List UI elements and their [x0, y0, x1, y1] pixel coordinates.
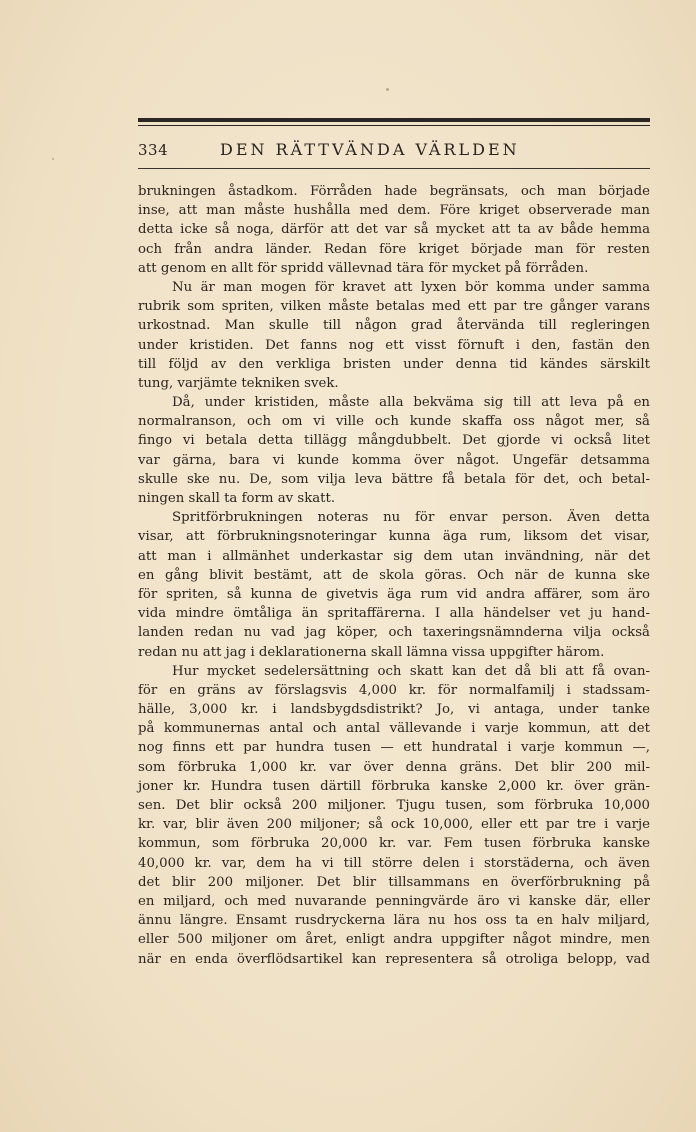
paper-speck — [386, 88, 389, 91]
text-line: ningen skall ta form av skatt. — [138, 491, 336, 506]
text-line: till följd av den verkliga bristen under denna tid kändes särskilt — [138, 356, 650, 372]
text-line: Hur mycket sedelersättning och skatt kan det då bli att få ovan- — [172, 663, 650, 679]
text-line: tung, varjämte tekniken svek. — [138, 375, 339, 391]
text-line: brukningen åstadkom. Förråden hade begränsats, och man började — [138, 184, 650, 199]
text-line: för en gräns av förslagsvis 4,000 kr. för normalfamilj i stadssam- — [138, 682, 650, 698]
header-thick-rule — [138, 118, 650, 122]
text-line: vida mindre ömtåliga än spritaffärerna. I alla händelser vet ju hand- — [138, 606, 650, 622]
text-line: som förbruka 1,000 kr. var över denna gräns. Det blir 200 mil- — [138, 759, 650, 775]
text-line: Då, under kristiden, måste alla bekväma sig till att leva på en — [172, 395, 650, 411]
text-line: rubrik som spriten, vilken måste betalas med ett par tre gånger varans — [138, 299, 650, 315]
text-line: urkostnad. Man skulle till någon grad återvända till regleringen — [138, 318, 650, 334]
text-line: kommun, som förbruka 20,000 kr. var. Fem tusen förbruka kanske — [138, 836, 650, 852]
text-line: visar, att förbrukningsnoteringar kunna äga rum, liksom det visar, — [138, 529, 650, 545]
text-line: det blir 200 miljoner. Det blir tillsammans en överförbrukning på — [138, 874, 650, 890]
text-line: under kristiden. Det fanns nog ett visst förnuft i den, fastän den — [138, 337, 650, 353]
text-line: inse, att man måste hushålla med dem. Före kriget observerade man — [138, 203, 650, 219]
text-line: Spritförbrukningen noteras nu för envar person. Även detta — [172, 510, 650, 526]
running-header — [138, 140, 650, 166]
text-line: en gång blivit bestämt, att de skola göras. Och när de kunna ske — [138, 567, 650, 583]
text-line: att man i allmänhet underkastar sig dem utan invändning, när det — [138, 548, 650, 564]
text-line: 40,000 kr. var, dem ha vi till större delen i storstäderna, och även — [138, 855, 650, 871]
running-title: DEN RÄTTVÄNDA VÄRLDEN — [220, 140, 520, 159]
text-line: joner kr. Hundra tusen därtill förbruka kanske 2,000 kr. över grän- — [138, 778, 650, 794]
text-line: skulle ske nu. De, som vilja leva bättre få betala för det, och betal- — [138, 471, 650, 487]
text-line: hälle, 3,000 kr. i landsbygdsdistrikt? Jo, vi antaga, under tanke — [138, 702, 650, 718]
paper-speck — [52, 158, 54, 160]
text-line: Nu är man mogen för kravet att lyxen bör komma under samma — [172, 279, 650, 295]
text-line: att genom en allt för spridd vällevnad tära för mycket på förråden. — [138, 260, 589, 276]
text-line: landen redan nu vad jag köper, och taxeringsnämnderna vilja också — [138, 625, 650, 641]
text-line: ännu längre. Ensamt rusdryckerna lära nu hos oss ta en halv miljard, — [138, 913, 650, 929]
text-line: normalranson, och om vi ville och kunde skaffa oss något mer, så — [138, 414, 650, 430]
text-line: redan nu att jag i deklarationerna skall lämna vissa uppgifter härom. — [138, 644, 605, 660]
text-line: eller 500 miljoner om året, enligt andra uppgifter något mindre, men — [138, 932, 650, 948]
text-line: var gärna, bara vi kunde komma över något. Ungefär detsamma — [138, 452, 650, 468]
text-line: när en enda överflödsartikel kan representera så otroliga belopp, vad — [138, 951, 650, 967]
text-line: och från andra länder. Redan före kriget började man för resten — [138, 241, 650, 257]
text-line: en miljard, och med nuvarande penningvärde äro vi kanske där, eller — [138, 893, 650, 909]
text-line: nog finns ett par hundra tusen — ett hundratal i varje kommun —, — [138, 740, 650, 756]
text-line: på kommunernas antal och antal vällevande i varje kommun, att det — [138, 721, 650, 737]
text-line: detta icke så noga, därför att det var så mycket att ta av både hemma — [138, 222, 650, 238]
header-underline — [138, 168, 650, 169]
header-thin-rule — [138, 125, 650, 126]
text-line: kr. var, blir även 200 miljoner; så ock 10,000, eller ett par tre i varje — [138, 817, 650, 833]
text-line: för spriten, så kunna de givetvis äga rum vid andra affärer, som äro — [138, 586, 650, 602]
page-number: 334 — [138, 141, 169, 159]
text-line: fingo vi betala detta tillägg mångdubbelt. Det gjorde vi också litet — [138, 433, 650, 449]
body-text — [138, 182, 650, 969]
text-line: sen. Det blir också 200 miljoner. Tjugu tusen, som förbruka 10,000 — [138, 798, 650, 813]
